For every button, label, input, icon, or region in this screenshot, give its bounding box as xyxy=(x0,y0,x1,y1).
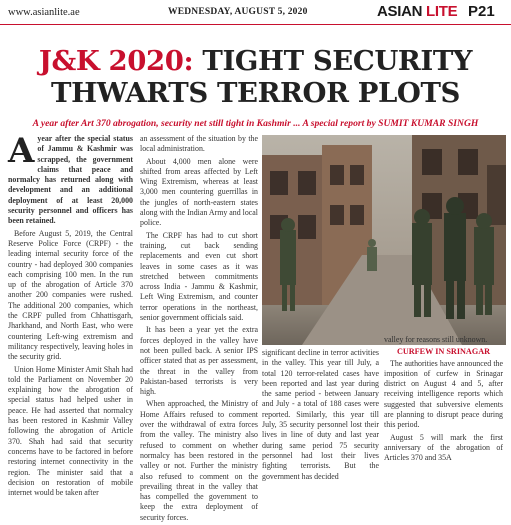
paragraph: The authorities have announced the imposition of curfew in Srinagar district on August 4 and 5, after receiving intelligence reports which suggested that subversive elements are planning to disrupt peace during this period. xyxy=(384,358,503,430)
paragraph: significant decline in terror activities in the valley. This year till July, a total 120 terror-related cases have been reported and last year during the same period - between January and July - a total of 188 cases were reported. Similarly, this year till July, 35 security personnel lost their lives in line of duty and last year during same period 75 security personnel had lost their lives fighting terrorists. But the government has decided xyxy=(262,348,379,481)
column-4 xyxy=(384,335,503,466)
brand-lite: LITE xyxy=(426,3,458,20)
paragraph: Before August 5, 2019, the Central Reserve Police Force (CRPF) - the leading internal security force of the country - had deployed 300 companies each comprising 100 men. In the run up of the abrogation of Article 370 another 200 companies were rushed. The additional 200 companies, which the CRPF pulled from Chhattisgarh, Jharkhand, and North East, who were countering Left-wing extremism and militancy respectively, leaving holes in the security grid. xyxy=(8,228,133,362)
issue-date: WEDNESDAY, AUGUST 5, 2020 xyxy=(168,7,308,17)
paragraph: valley for reasons still unknown. xyxy=(384,335,488,344)
column-1 xyxy=(8,131,133,500)
brand-asian: ASIAN xyxy=(377,3,423,20)
subhead-curfew: CURFEW IN SRINAGAR xyxy=(396,347,491,357)
headline-line1 xyxy=(0,45,511,77)
dropcap: A xyxy=(8,131,35,171)
paragraph: August 5 will mark the first anniversary of the abrogation of Articles 370 and 35A xyxy=(384,432,503,463)
photo-illustration xyxy=(262,135,506,345)
column-3 xyxy=(262,348,379,484)
paragraph: When approached, the Ministry of Home Affairs refused to comment over the withdrawal of extra forces from the valley. The ministry also refused to comment on whether normalcy has been restored in the valley or not. Further the ministry also refused to comment on the prevailing threat in the valley that has compelled the government to keep the extra deployment of security forces. xyxy=(140,399,258,522)
page-header xyxy=(0,0,511,24)
headline-line2: THWARTS TERROR PLOTS xyxy=(51,77,460,109)
paragraph: About 4,000 men alone were shifted from areas affected by Left Wing Extremism, whereas at least 3,000 men countering guerrillas in the jungles of north-eastern states along with the Indian Army and local police. xyxy=(140,156,258,228)
paragraph: an assessment of the situation by the local administration. xyxy=(140,134,258,154)
headline-red: J&K 2020: xyxy=(38,45,194,77)
headline-black: TIGHT SECURITY xyxy=(193,45,473,77)
paragraph: It has been a year yet the extra forces deployed in the valley have not been pulled back. A senior IPS officer stated that as per assessment, the threat in the valley from Pakistan-based terrorists is very high. xyxy=(140,325,258,397)
column-2 xyxy=(140,134,258,525)
header-rule xyxy=(0,24,511,25)
brand-logo xyxy=(377,3,457,20)
security-forces-street-photo xyxy=(262,135,506,345)
lead-paragraph: Ayear after the special status of Jammu & Kashmir was scrapped, the government claims that peace and normalcy has returned along with development and an additional deployment of at least 20,000 security personnel and officers has been retained. xyxy=(8,131,133,226)
headline xyxy=(0,45,511,109)
page-number: P21 xyxy=(468,3,495,20)
paragraph: The CRPF has had to cut short training, cut back sending replacements and even cut short leaves in some cases as it was stretched between commitments across India - Jammu & Kashmir, Left Wing Extremism, and counter terror operations in the northeast, senior government officials said. xyxy=(140,230,258,323)
deck: A year after Art 370 abrogation, security net still tight in Kashmir ... A special report by SUMIT KUMAR SINGH xyxy=(32,118,479,129)
site-url[interactable]: www.asianlite.ae xyxy=(8,7,80,18)
paragraph: Union Home Minister Amit Shah had told the Parliament on November 20 explaining how the abrogation of special status had helped usher in peace. He had asserted that normalcy has been restored in Kashmir Valley following the abrogation of Article 370. Shah had said that security concerns have to be factored in before restoring internet connectivity in the region. The minister said that a decision on restoration of mobile internet would be taken after xyxy=(8,364,133,498)
